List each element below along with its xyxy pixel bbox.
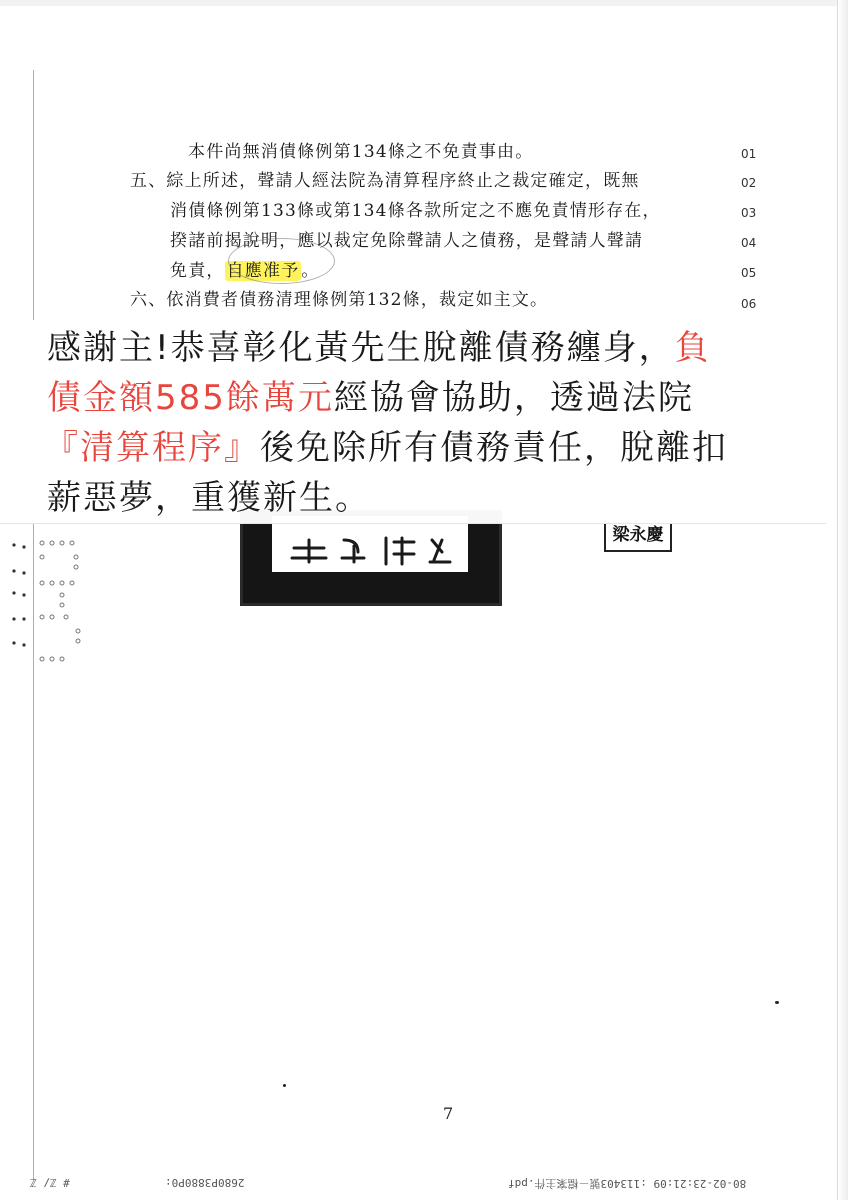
scan-speck [775,1001,779,1004]
page-top-edge [0,0,848,6]
ruling-line-01: 本件尚無消債條例第134條之不免責事由。 [188,142,534,162]
ruling-line-05-start: 免責， [170,261,225,281]
ruling-line-03: 消債條例第133條或第134條各款所定之不應免責情形存在， [170,201,661,221]
footer-left-mark: # ℤ/ ℤ [30,1176,70,1189]
line-number-05: 05 [741,266,757,280]
liquidation-procedure-text: 『清算程序』 [44,428,260,468]
page-right-edge [837,0,848,1200]
court-seal-glyphs [282,518,462,568]
overlay-line-3 [44,426,728,470]
line-number-06: 06 [741,297,757,311]
overlay-line-1-accent: 負 [674,328,711,368]
line-number-04: 04 [741,236,757,250]
hand-drawn-circle [228,238,335,284]
testimonial-overlay [0,320,826,524]
ruling-line-06: 六、依消費者債務清理條例第132條，裁定如主文。 [130,290,549,310]
judge-name-stamp: 梁永慶 [604,520,672,552]
line-number-03: 03 [741,206,757,220]
line-number-01: 01 [741,147,757,161]
footer-file-info: 80-02-23:21:09 :113403號－檔案主件.pdf [508,1177,747,1190]
overlay-line-1 [47,326,711,370]
highlighted-phrase: 自應准予 [226,261,300,281]
line-number-02: 02 [741,176,757,190]
footer-barcode-number: 2680P3880P0: [165,1176,245,1189]
page-number: 7 [443,1104,454,1123]
overlay-line-2 [47,376,694,420]
ruling-line-05-end: 。 [301,261,320,281]
overlay-line-3-text: 後免除所有債務責任，脫離扣 [260,428,728,468]
scan-speck [283,1084,286,1087]
overlay-line-1-text: 感謝主!恭喜彰化黃先生脫離債務纏身， [47,328,675,368]
ruling-line-02: 五、綜上所述，聲請人經法院為清算程序終止之裁定確定，既無 [130,171,640,191]
overlay-line-4: 薪惡夢，重獲新生。 [47,478,371,518]
overlay-line-2-text: 經協會協助，透過法院 [333,378,694,418]
punch-hole-marks [8,535,88,665]
debt-amount-text: 債金額585餘萬元 [47,378,334,418]
ruling-line-04: 揆諸前揭說明，應以裁定免除聲請人之債務，是聲請人聲請 [170,231,644,251]
